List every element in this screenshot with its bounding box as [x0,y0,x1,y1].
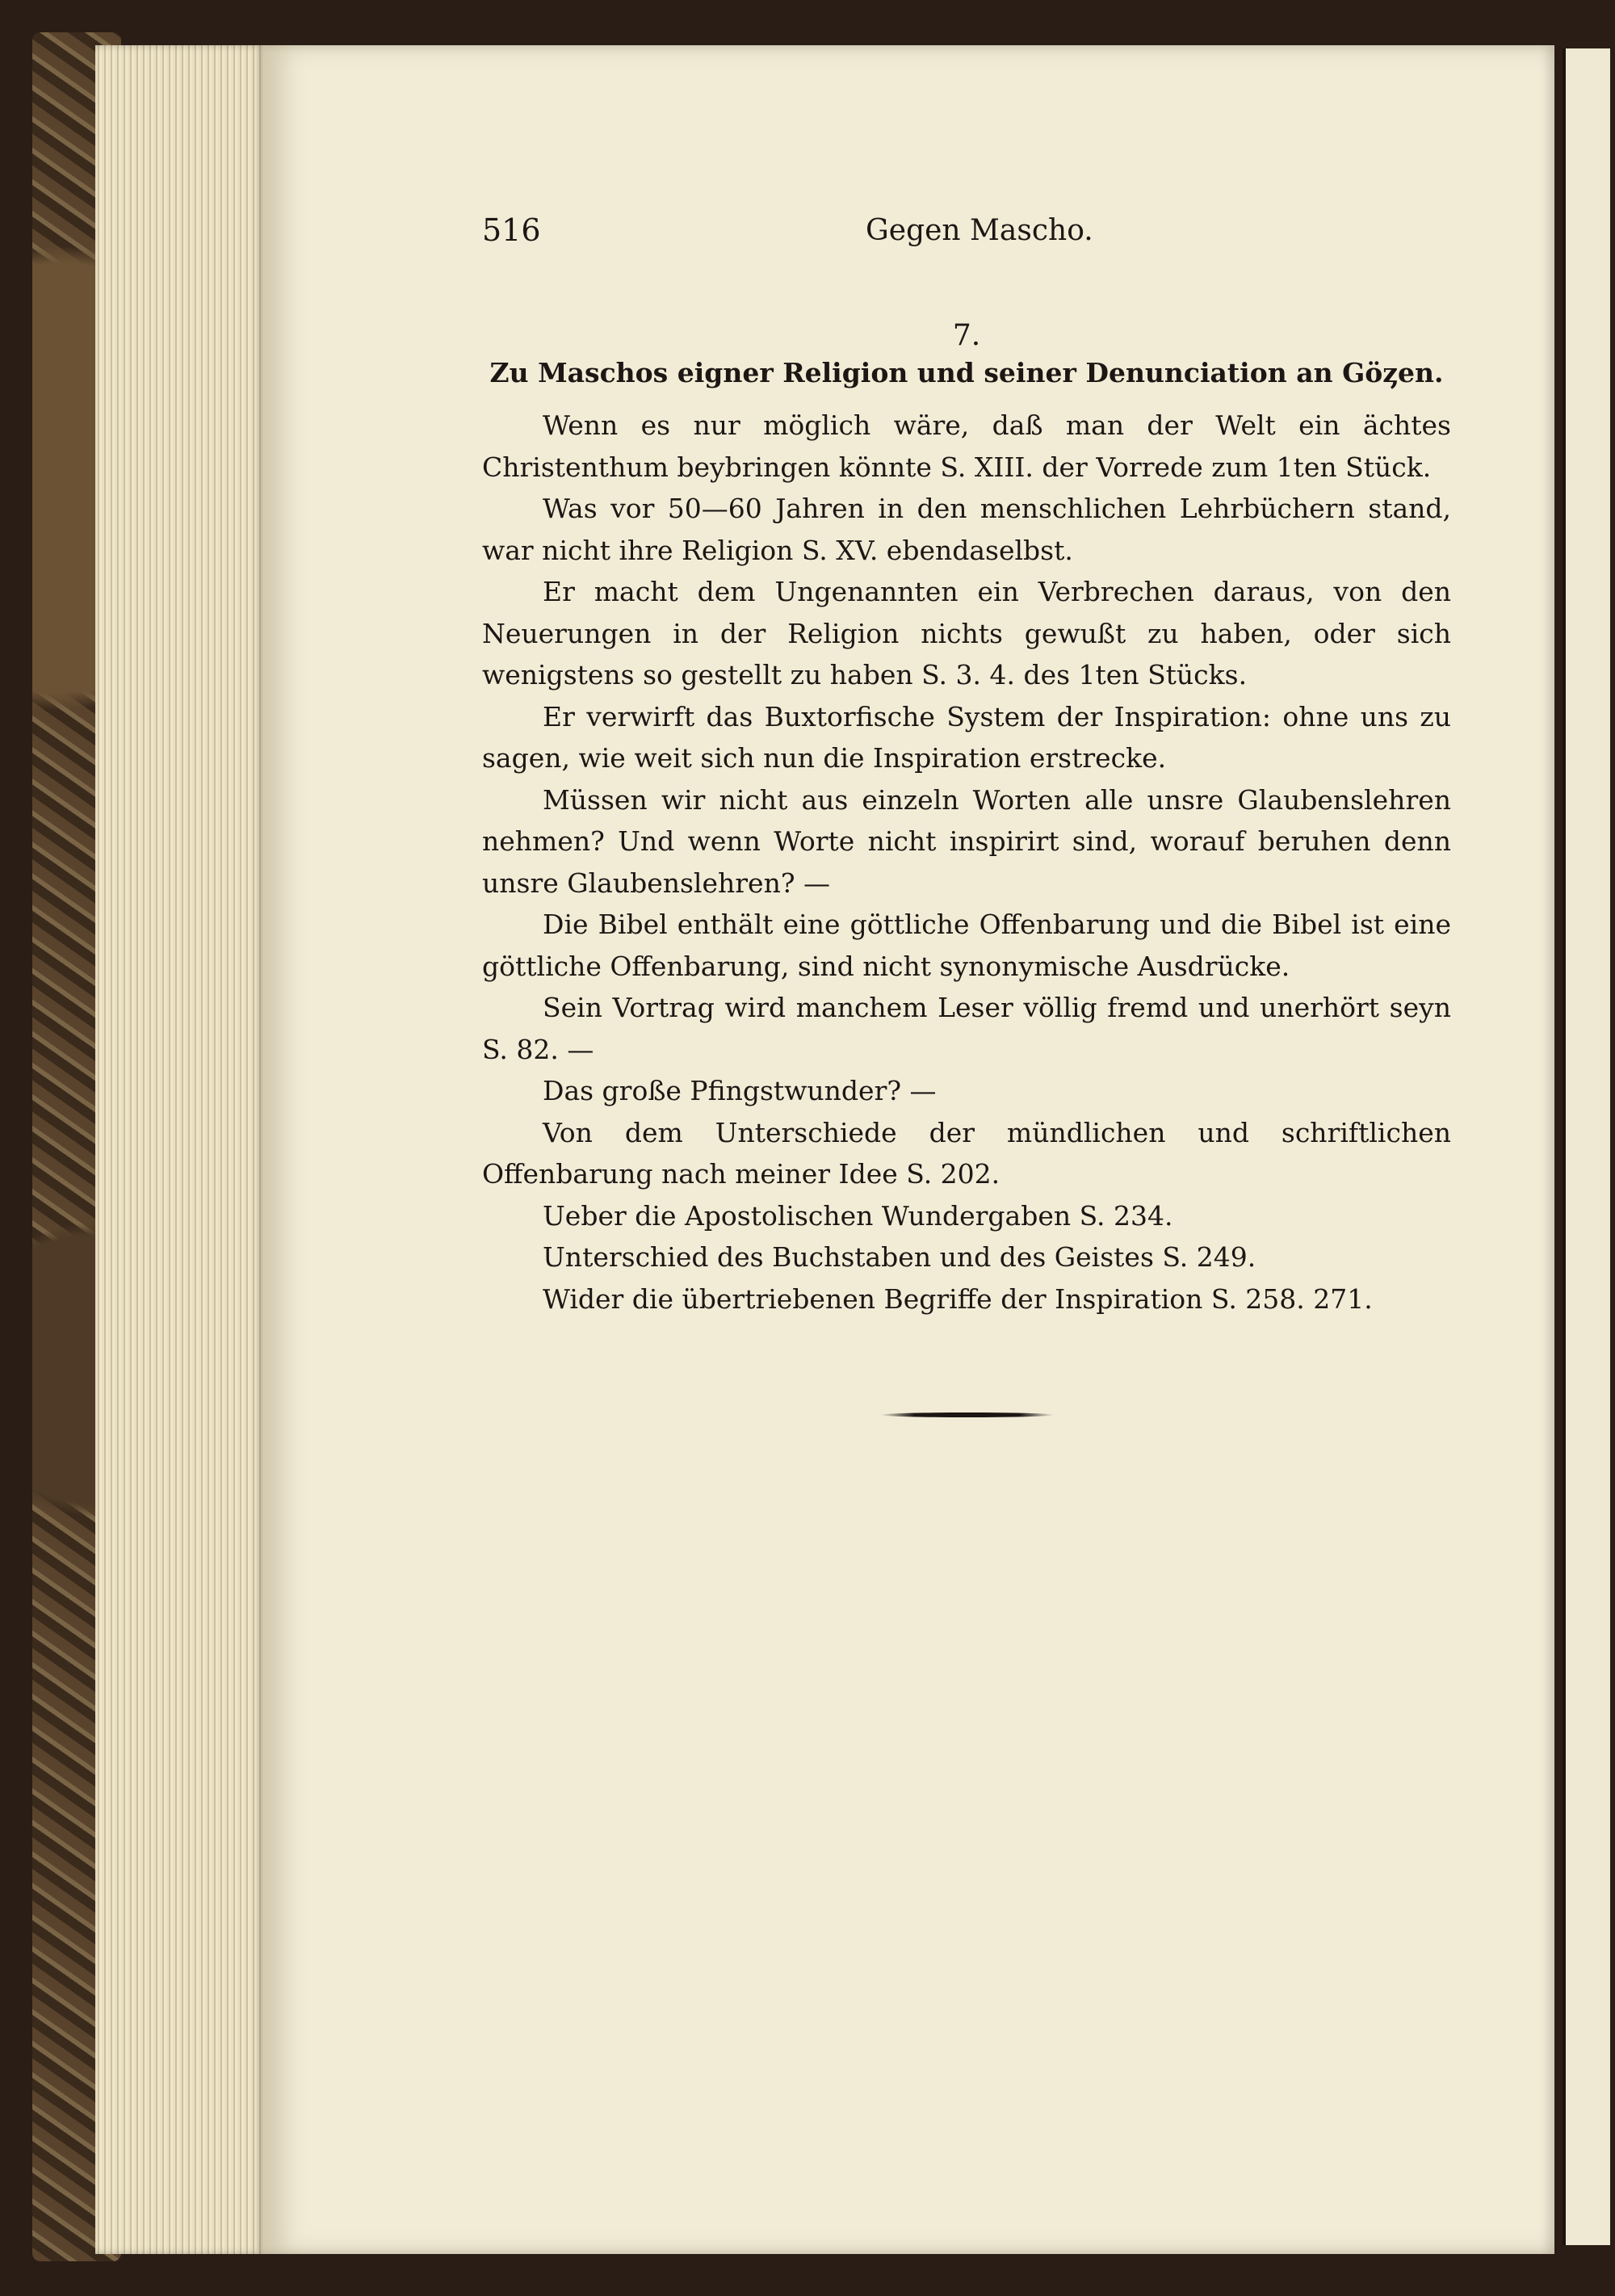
section-number: 7. [952,319,981,352]
paragraph: Er macht dem Ungenannten ein Verbrechen daraus, von den Neuerungen in der Religion nichts gewußt zu haben, oder sich wenigstens so gestellt zu haben S. 3. 4. des 1ten Stücks. [482,576,1451,690]
page-text [482,210,1451,1417]
paragraph: Das große Pfingstwunder? — [543,1075,937,1106]
running-title: Gegen Mascho. [866,214,1093,247]
paragraph: Sein Vortrag wird manchem Leser völlig fremd und unerhört seyn S. 82. — [482,992,1451,1065]
running-head [482,210,1451,258]
paragraph: Wenn es nur möglich wäre, daß man der Welt ein ächtes Christenthum beybringen könnte S. XIII. der Vorrede zum 1ten Stück. [482,409,1451,483]
paragraph: Was vor 50—60 Jahren in den menschlichen Lehrbüchern stand, war nicht ihre Religion S. XV. ebendaselbst. [482,493,1451,566]
paragraph: Unterschied des Buchstaben und des Geistes S. 249. [543,1241,1256,1273]
paragraph: Müssen wir nicht aus einzeln Worten alle unsre Glaubenslehren nehmen? Und wenn Worte nicht inspirirt sind, worauf beruhen denn unsre Glaubenslehren? — [482,783,1451,899]
paragraph: Wider die übertriebenen Begriffe der Inspiration S. 258. 271. [543,1282,1373,1315]
section-title: Zu Maschos eigner Religion und seiner Denunciation an Göȥen. [489,356,1444,388]
paragraph: Er verwirft das Buxtorfische System der Inspiration: ohne uns zu sagen, wie weit sich nun die Inspiration erstrecke. [482,700,1451,774]
page-block-edges [95,45,265,2254]
paragraph: Die Bibel enthält eine göttliche Offenbarung und die Bibel ist eine göttliche Offenbarung, sind nicht synonymische Ausdrücke. [482,909,1451,982]
page-number: 516 [482,212,541,248]
closing-rule-divider [880,1412,1054,1417]
facing-page-edge [1563,48,1610,2245]
paragraph: Ueber die Apostolischen Wundergaben S. 234. [543,1199,1173,1232]
paragraph: Von dem Unterschiede der mündlichen und schriftlichen Offenbarung nach meiner Idee S. 202. [482,1116,1451,1190]
